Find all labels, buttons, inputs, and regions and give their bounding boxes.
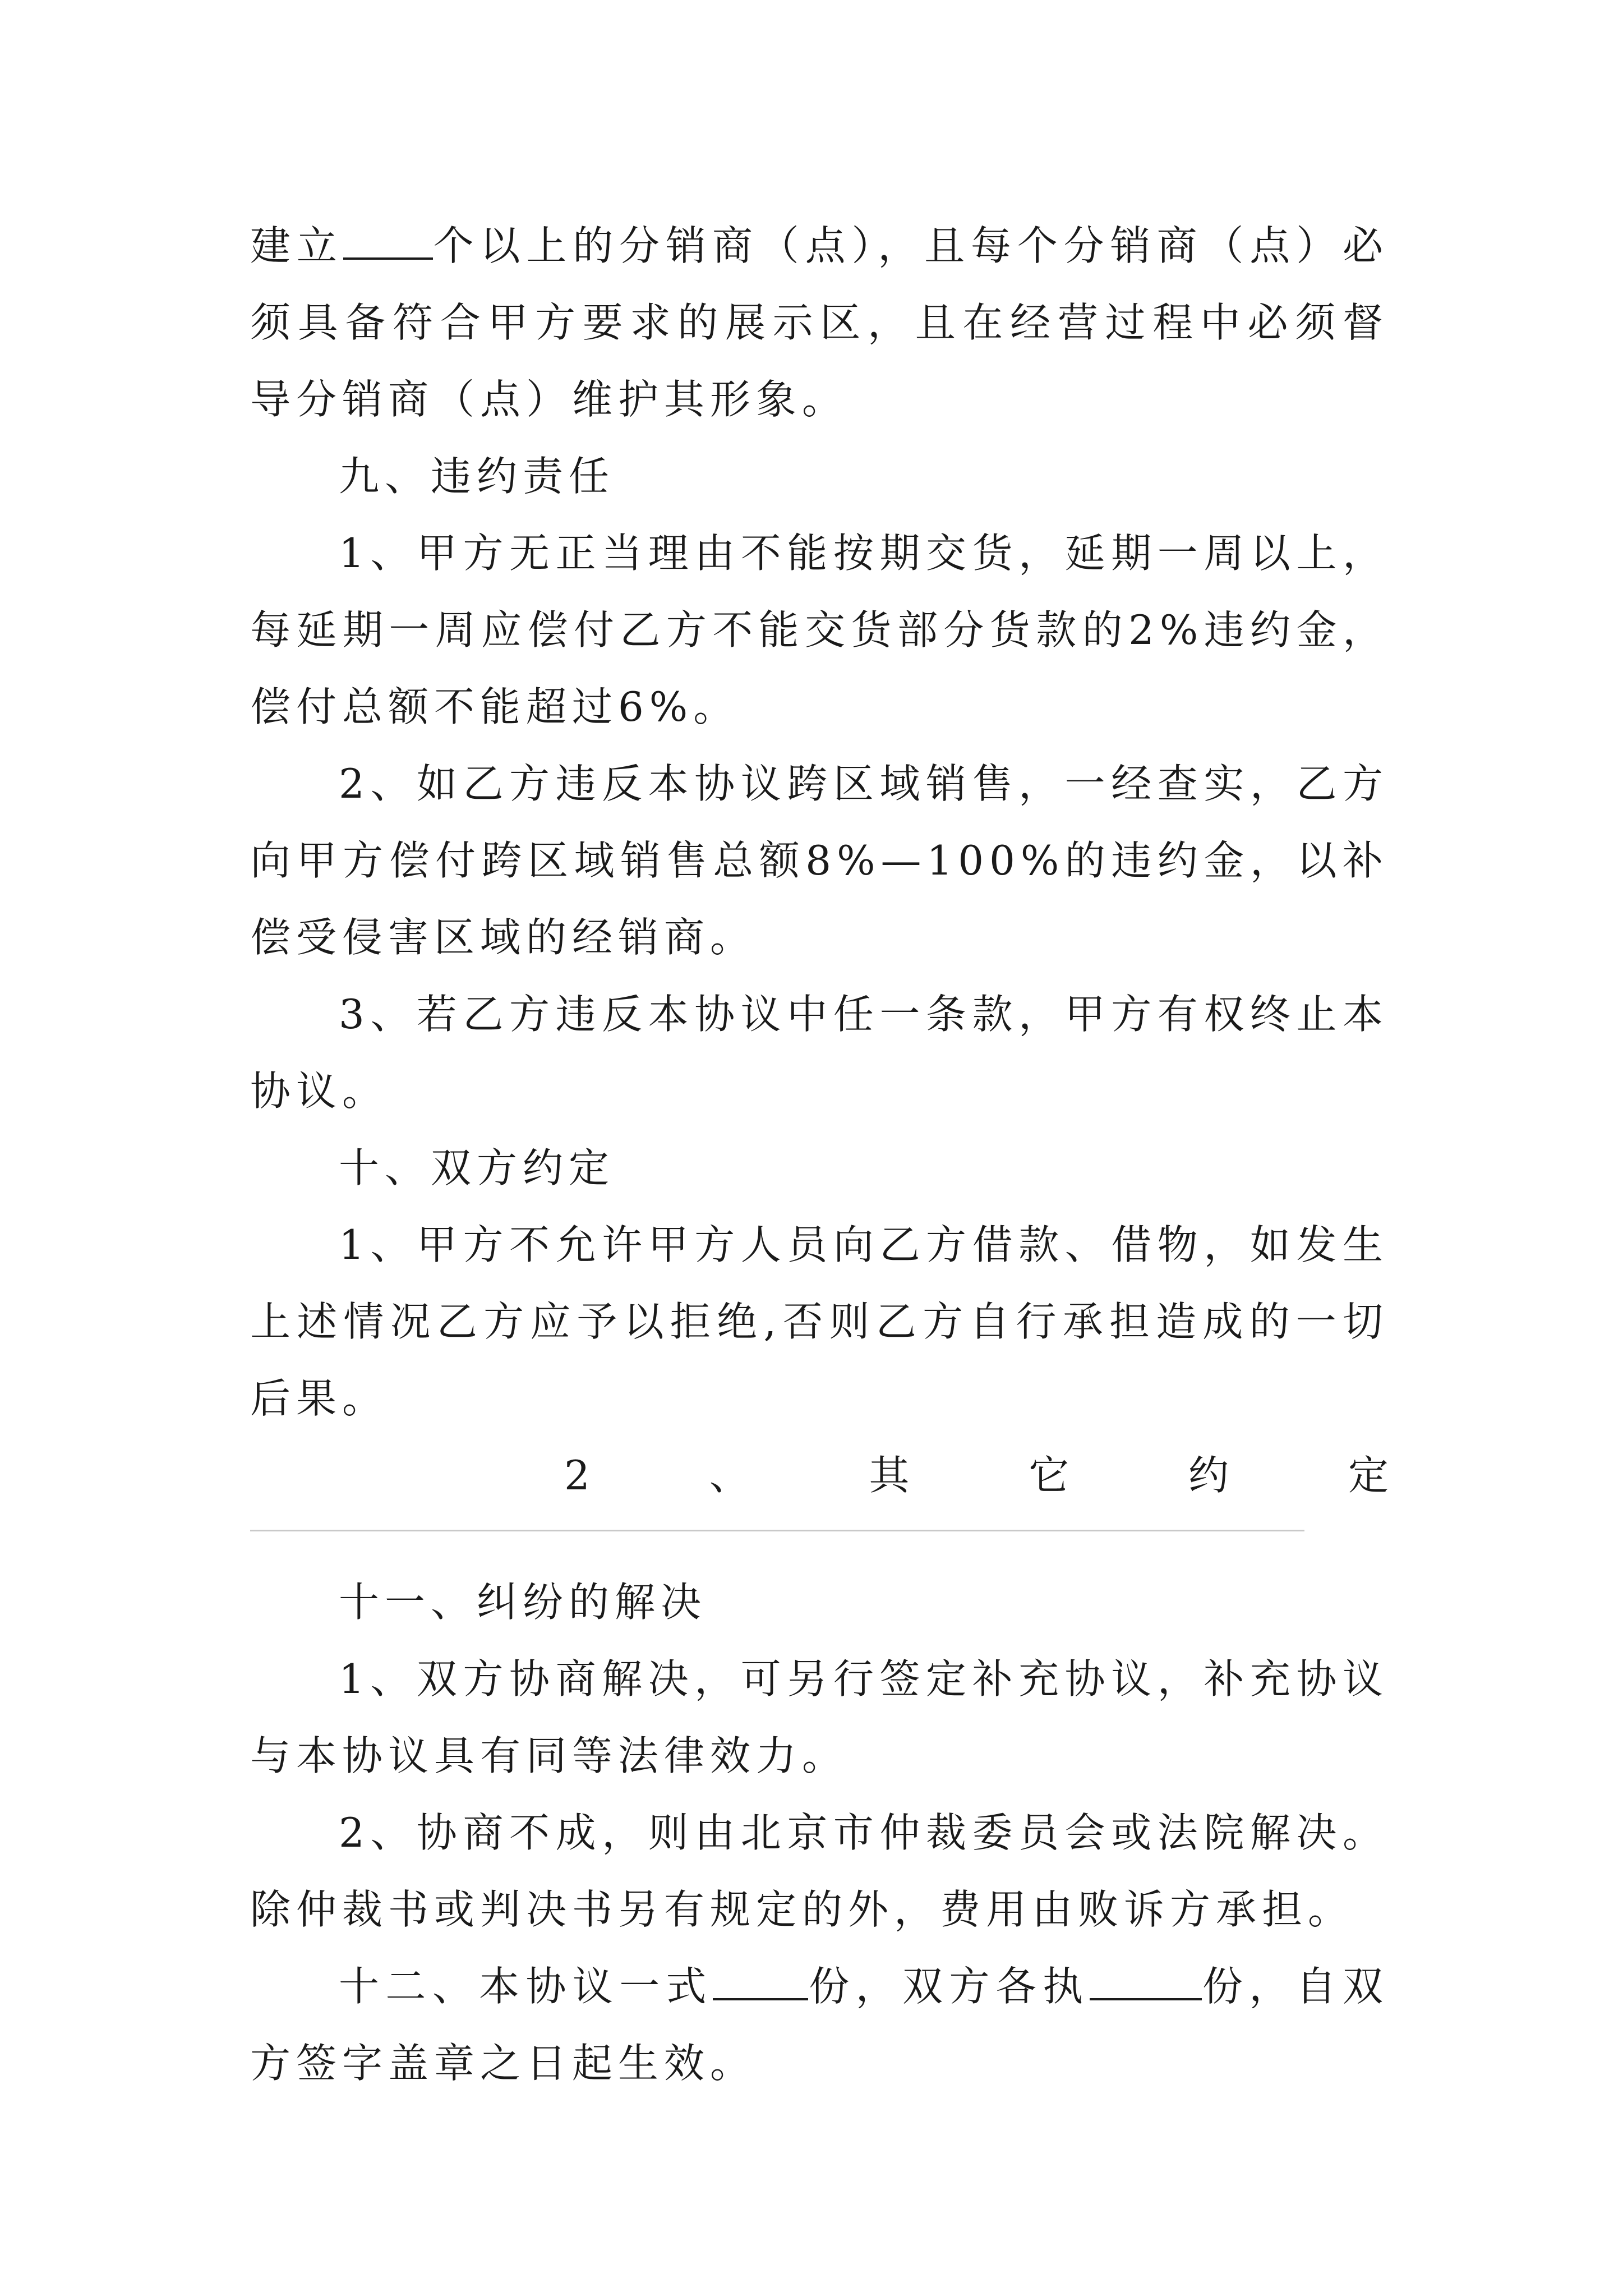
clause-11-1: 1、双方协商解决，可另行签定补充协议，补充协议与本协议具有同等法律效力。	[250, 1655, 1389, 1779]
section-heading-disputes: 十一、纠纷的解决	[339, 1579, 707, 1626]
clause-9-2: 2、如乙方违反本协议跨区域销售，一经查实，乙方向甲方偿付跨区域销售总额8%—100%的违约金，以补偿受侵害区域的经销商。	[250, 760, 1389, 961]
clause-9-3: 3、若乙方违反本协议中任一条款，甲方有权终止本协议。	[250, 991, 1389, 1115]
clause-12-part-c: 份，自双方签字盖章之日起生效。	[250, 1963, 1389, 2087]
paragraph-distributors	[250, 208, 1389, 438]
clause-10-1: 1、甲方不允许甲方人员向乙方借款、借物，如发生上述情况乙方应予以拒绝,否则乙方自行承担造成的一切后果。	[250, 1221, 1389, 1422]
blank-copies-each	[1090, 1966, 1202, 2000]
clause-12	[250, 1948, 1389, 2102]
clause-9-1: 1、甲方无正当理由不能按期交货，延期一周以上，每延期一周应偿付乙方不能交货部分货款的2%违约金，偿付总额不能超过6%。	[250, 530, 1389, 730]
document-page	[250, 208, 1389, 2102]
clause-10-2-char: 2	[564, 1452, 590, 1499]
blank-line-divider	[250, 1530, 1304, 1531]
clause-10-2-char: 定	[1348, 1452, 1389, 1499]
clause-12-part-a: 十二、本协议一式	[339, 1963, 713, 2010]
clause-10-2-char: 它	[1029, 1452, 1069, 1499]
clause-11-2: 2、协商不成，则由北京市仲裁委员会或法院解决。除仲裁书或判决书另有规定的外，费用由败诉方承担。	[250, 1809, 1389, 1933]
blank-distributor-count	[343, 225, 433, 260]
clause-10-2-char: 其	[869, 1452, 910, 1499]
section-heading-breach: 九、违约责任	[339, 453, 615, 500]
section-heading-agreement: 十、双方约定	[339, 1144, 615, 1191]
clause-10-2-char: 约	[1188, 1452, 1229, 1499]
paragraph-distributors-lead: 建立	[250, 222, 343, 269]
paragraph-distributors-text: 个以上的分销商（点），且每个分销商（点）必须具备符合甲方要求的展示区，且在经营过程中必须督导分销商（点）维护其形象。	[250, 222, 1389, 423]
clause-12-part-b: 份，双方各执	[808, 1963, 1090, 2010]
clause-10-2	[250, 1437, 1389, 1514]
clause-10-2-char: 、	[709, 1452, 750, 1499]
blank-copies-total	[713, 1966, 808, 2000]
